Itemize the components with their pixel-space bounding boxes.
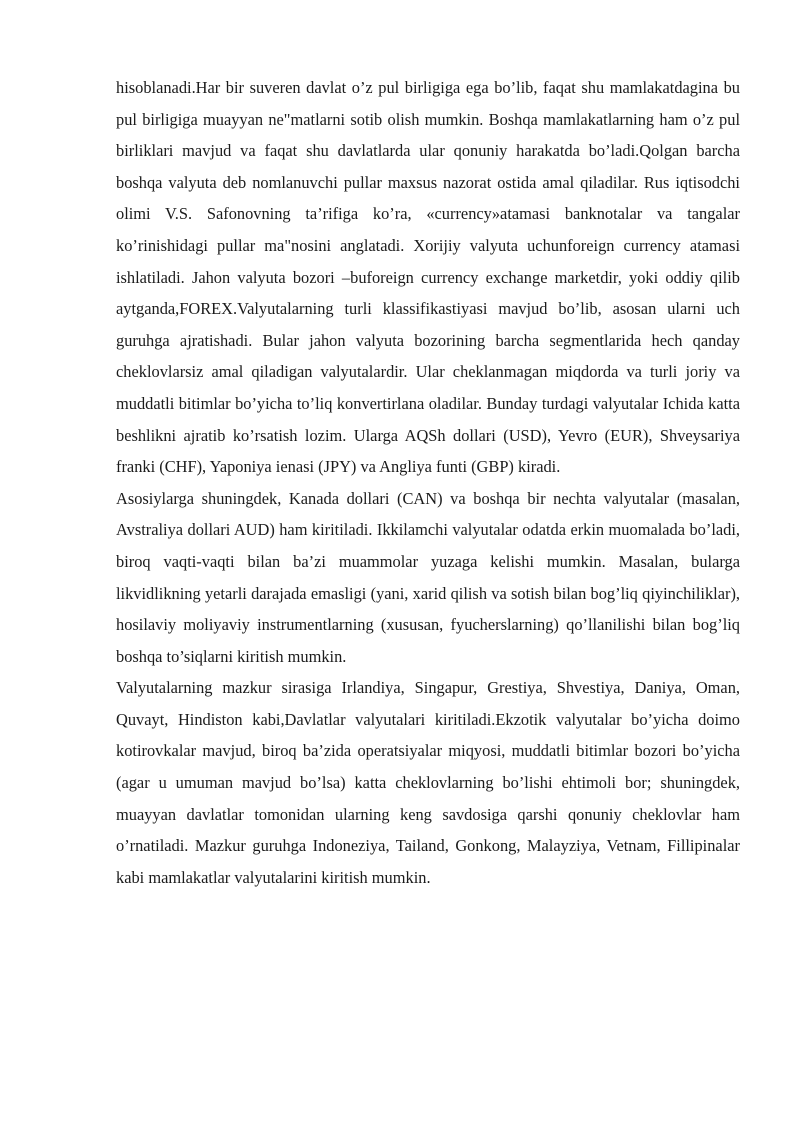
paragraph-1: hisoblanadi.Har bir suveren davlat o’z pul birligiga ega bo’lib, faqat shu mamlakatdagina bu pul birligiga muayyan ne"matlarni sotib olish mumkin. Boshqa mamlakatlarning ham o’z pul birliklari mavjud va faqat shu davlatlarda ular qonuniy harakatda bo’ladi.Qolgan barcha boshqa valyuta deb nomlanuvchi pullar maxsus nazorat ostida amal qiladilar. Rus iqtisodchi olimi V.S. Safonovning ta’rifiga ko’ra, «currency»atamasi banknotalar va tangalar ko’rinishidagi pullar ma"nosini anglatadi. Xorijiy valyuta uchunforeign currency atamasi ishlatiladi. Jahon valyuta bozori –buforeign currency exchange marketdir, yoki oddiy qilib aytganda,FOREX.Valyutalarning turli klassifikastiyasi mavjud bo’lib, asosan ularni uch guruhga ajratishadi. Bular jahon valyuta bozorining barcha segmentlarida hech qanday cheklovlarsiz amal qiladigan valyutalardir. Ular cheklanmagan miqdorda va turli joriy va muddatli bitimlar bo’yicha to’liq konvertirlana oladilar. Bunday turdagi valyutalar Ichida katta beshlikni ajratib ko’rsatish lozim. Ularga AQSh dollari (USD), Yevro (EUR), Shveysariya franki (CHF), Yaponiya ienasi (JPY) va Angliya funti (GBP) kiradi.: [116, 78, 740, 477]
body-text: [116, 72, 740, 893]
paragraph-3: Valyutalarning mazkur sirasiga Irlandiya, Singapur, Grestiya, Shvestiya, Daniya, Oman, Quvayt, Hindiston kabi,Davlatlar valyutalari kiritiladi.Ekzotik valyutalar bo’yicha doimo kotirovkalar mavjud, biroq ba’zida operatsiyalar miqyosi, muddatli bitimlar bozori bo’yicha (agar u umuman mavjud bo’lsa) katta cheklovlarning bo’lishi ehtimoli bor; shuningdek, muayyan davlatlar tomonidan ularning keng savdosiga qarshi qonuniy cheklovlar ham o’rnatiladi. Mazkur guruhga Indoneziya, Tailand, Gonkong, Malayziya, Vetnam, Fillipinalar kabi mamlakatlar valyutalarini kiritish mumkin.: [116, 678, 740, 887]
paragraph-2: Asosiylarga shuningdek, Kanada dollari (CAN) va boshqa bir nechta valyutalar (masalan, Avstraliya dollari AUD) ham kiritiladi. Ikkilamchi valyutalar odatda erkin muomalada bo’ladi, biroq vaqti-vaqti bilan ba’zi muammolar yuzaga kelishi mumkin. Masalan, bularga likvidlikning yetarli darajada emasligi (yani, xarid qilish va sotish bilan bog’liq qiyinchiliklar), hosilaviy moliyaviy instrumentlarning (xususan, fyucherslarning) qo’llanilishi bilan bog’liq boshqa to’siqlarni kiritish mumkin.: [116, 488, 740, 666]
